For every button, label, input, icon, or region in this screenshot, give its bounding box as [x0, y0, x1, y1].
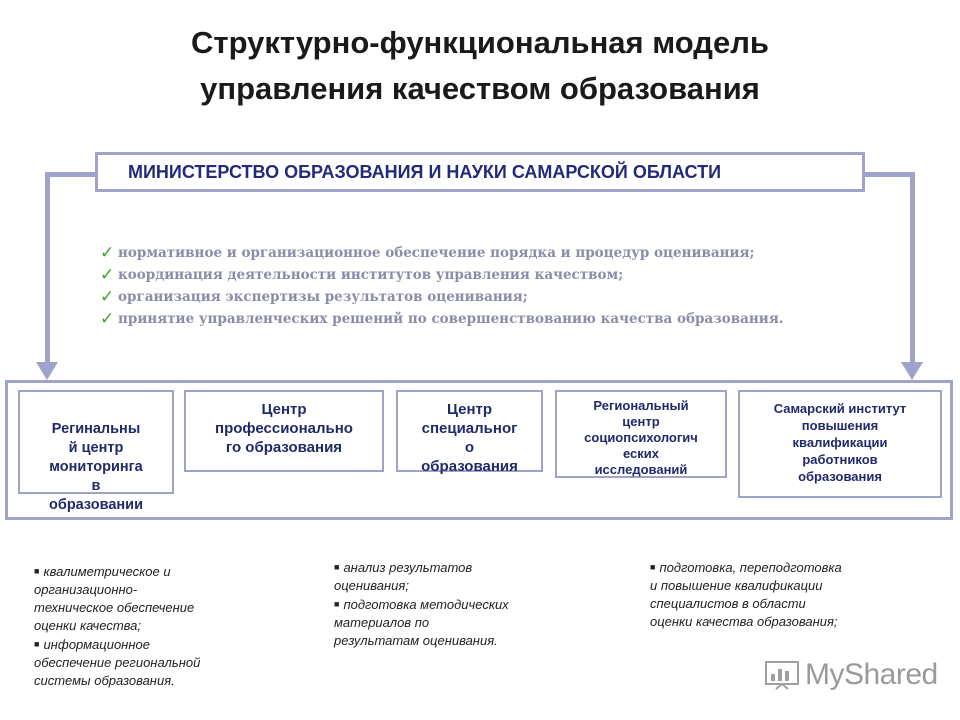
- list-item: организационно-: [34, 582, 138, 597]
- list-item: ■ квалиметрическое и: [34, 564, 171, 579]
- connector-right-horizontal: [863, 172, 915, 177]
- function-item: ✓ нормативное и организационное обеспечение порядка и процедур оценивания;: [100, 243, 755, 263]
- checkmark-icon: ✓: [100, 243, 115, 263]
- ministry-label: МИНИСТЕРСТВО ОБРАЗОВАНИЯ И НАУКИ САМАРСКОЙ ОБЛАСТИ: [128, 161, 722, 182]
- checkmark-icon: ✓: [100, 287, 115, 307]
- page-title: [0, 20, 960, 112]
- bullets-right: [650, 558, 920, 631]
- list-item: системы образования.: [34, 673, 175, 688]
- functions-list: [100, 242, 784, 330]
- bullet-square-icon: ■: [334, 562, 340, 572]
- logo-text: MyShared: [805, 658, 938, 691]
- presentation-icon: [765, 660, 799, 690]
- list-item: результатам оценивания.: [334, 633, 498, 648]
- list-item: ■ подготовка методических: [334, 597, 509, 612]
- connector-right-vertical: [910, 172, 915, 370]
- list-item: ■ анализ результатов: [334, 560, 473, 575]
- list-item: обеспечение региональной: [34, 655, 201, 670]
- title-line-2: управления качеством образования: [200, 71, 760, 106]
- center-professional-education-box: Центр профессионально го образования: [184, 390, 384, 472]
- bullet-square-icon: ■: [334, 599, 340, 609]
- list-item: ■ подготовка, переподготовка: [650, 560, 842, 575]
- myshared-logo: [765, 655, 938, 695]
- connector-left-vertical: [45, 172, 50, 370]
- list-item: оценивания;: [334, 578, 409, 593]
- bullets-left: [34, 562, 274, 690]
- title-line-1: Структурно-функциональная модель: [191, 25, 769, 60]
- bullet-square-icon: ■: [650, 562, 656, 572]
- center-monitoring-box: Регинальны й центр мониторинга в образовании: [18, 390, 174, 494]
- center-sociopsychological-box: Региональный центр социопсихологич еских исследований: [555, 390, 727, 478]
- list-item: специалистов в области: [650, 596, 806, 611]
- function-item: ✓ организация экспертизы результатов оценивания;: [100, 287, 528, 307]
- function-item: ✓ принятие управленческих решений по совершенствованию качества образования.: [100, 309, 784, 329]
- bullet-square-icon: ■: [34, 639, 40, 649]
- arrow-down-left-icon: [36, 362, 58, 380]
- center-special-education-box: Центр специальног о образования: [396, 390, 543, 472]
- list-item: материалов по: [334, 615, 430, 630]
- list-item: оценки качества образования;: [650, 614, 838, 629]
- list-item: оценки качества;: [34, 618, 142, 633]
- center-samara-institute-box: Самарский институт повышения квалификации работников образования: [738, 390, 942, 498]
- ministry-box: [95, 152, 865, 192]
- connector-left-horizontal: [45, 172, 97, 177]
- arrow-down-right-icon: [901, 362, 923, 380]
- list-item: и повышение квалификации: [650, 578, 823, 593]
- list-item: техническое обеспечение: [34, 600, 195, 615]
- function-item: ✓ координация деятельности институтов управления качеством;: [100, 265, 624, 285]
- checkmark-icon: ✓: [100, 265, 115, 285]
- bullet-square-icon: ■: [34, 566, 40, 576]
- list-item: ■ информационное: [34, 637, 150, 652]
- checkmark-icon: ✓: [100, 309, 115, 329]
- bullets-middle: [334, 558, 584, 650]
